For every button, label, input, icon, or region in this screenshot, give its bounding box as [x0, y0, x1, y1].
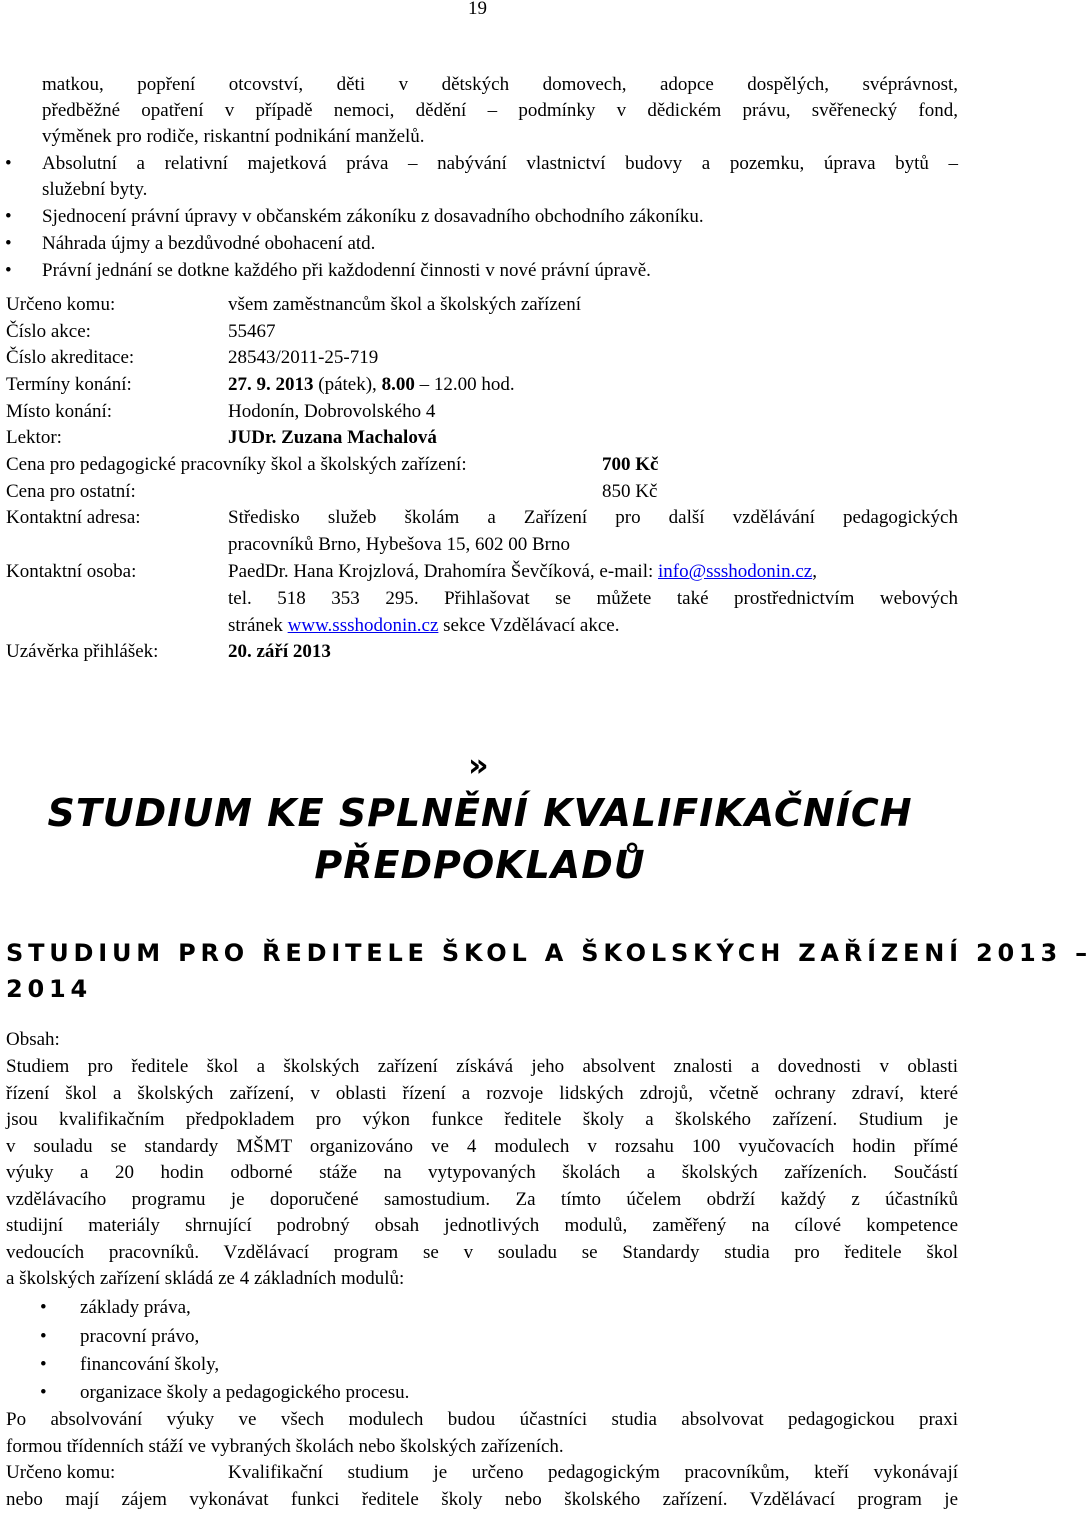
email-link[interactable]: info@ssshodonin.cz [658, 561, 813, 582]
intro-line: předběžné opatření v případě nemoci, dědění – podmínky v dědickém právu, svěřenecký fond, [42, 100, 958, 121]
bullet-icon: • [5, 153, 12, 174]
website-link[interactable]: www.ssshodonin.cz [287, 615, 439, 636]
intro-line: matkou, popření otcovství, děti v dětských domovech, adopce dospělých, svéprávnost, [42, 74, 958, 95]
obsah-label: Obsah: [6, 1029, 60, 1050]
bullet-icon: • [40, 1297, 47, 1318]
subsection-heading: 2014 [6, 975, 92, 1003]
bullet-icon: • [5, 260, 12, 281]
bullet-icon: • [40, 1326, 47, 1347]
page-number: 19 [468, 0, 487, 19]
bullet-icon: • [40, 1354, 47, 1375]
section-heading: PŘEDPOKLADŮ [314, 843, 646, 887]
section-heading: STUDIUM KE SPLNĚNÍ KVALIFIKAČNÍCH [47, 791, 913, 835]
document-page: 19 matkou, popření otcovství, děti v dětských domovech, adopce dospělých, svéprávnost, předběžné opatření v případě nemoci, dědění – podmínky v dědickém právu, svěřenecký fond, výměnek pro rodiče, riskantní podnikání manželů. • Absolutní a relativní majetková práva – nabývání vlastnictví budovy a pozemku, úprava bytů – služební byty. • Sjednocení právní úpravy v občanském zákoníku z dosavadního obchodního zákoníku. • Náhrada újmy a bezdůvodné obohacení atd. • Právní jednání se dotkne každého při každodenní činnosti v nové právní úpravě. Určeno komu: všem zaměstnancům škol a školských zařízení Číslo akce: 55467 Číslo akreditace: 28543/2011-25-719 Termíny konání: 27. 9. 2013 (pátek), 8.00 – 12.00 hod. Místo konání: Hodonín, Dobrovolského 4 Lektor: JUDr. Zuzana Machalová Cena pro pedagogické pracovníky škol a školských zařízení: 700 Kč Cena pro ostatní: 850 Kč Kontaktní adresa: Středisko služeb školám a Zařízení pro další vzdělávání pedagogických pracovníků Brno, Hybešova 15, 602 00 Brno Kontaktní osoba: PaedDr. Hana Krojzlová, Drahomíra Ševčíková, e-mail: info@ssshodonin.cz, tel. 518 353 295. Přihlašovat se můžete také prostřednictvím webových stránek www.ssshodonin.cz sekce Vzdělávací akce. Uzávěrka přihlášek: 20. září 2013 » STUDIUM KE SPLNĚNÍ KVALIFIKAČNÍCH PŘEDPOKLADŮ STUDIUM PRO ŘEDITELE ŠKOL A ŠKOLSKÝCH ZAŘÍZENÍ 2013 – 2014 Obsah: Studiem pro ředitele škol a školských zařízení získává jeho absolvent znalosti a dovednosti v oblasti řízení škol a školských zařízení, v oblasti řízení a rozvoje lidských zdrojů, včetně ochrany zdraví, které jsou kvalifikačním předpokladem pro výkon funkce ředitele školy a školského zařízení. Studium je v souladu se standardy MŠMT organizováno ve 4 modulech v rozsahu 100 vyučovacích hodin přímé výuky a 20 hodin odborné stáže na vytypovaných školách a školských zařízeních. Součástí vzdělávacího programu je doporučené samostudium. Za tímto účelem obdrží každý z účastníků studijní materiály shrnující podrobný obsah jednotlivých modulů, zaměřený na cílové kompetence vedoucích pracovníků. Vzdělávací program se v souladu se Standardy studia pro ředitele škol a školských zařízení skládá ze 4 základních modulů: • základy práva, • pracovní právo, • financování školy, • organizace školy a pedagogického procesu. Po absolvování výuky ve všech modulech budou účastníci studia absolvovat pedagogickou praxi formou třídenních stáží ve vybraných školách nebo školských zařízeních. Určeno komu: Kvalifikační studium je určeno pedagogickým pracovníkům, kteří vykonávají nebo mají zájem vykonávat funkci ředitele školy nebo školského zařízení. Vzdělávací program je [0, 0, 960, 1515]
chevron-icon: » [468, 746, 489, 784]
bullet-icon: • [40, 1382, 47, 1403]
bullet-icon: • [5, 206, 12, 227]
intro-line: výměnek pro rodiče, riskantní podnikání manželů. [42, 126, 425, 147]
subsection-heading: STUDIUM PRO ŘEDITELE ŠKOL A ŠKOLSKÝCH ZAŘÍZENÍ 2013 – [6, 939, 1092, 967]
bullet-icon: • [5, 233, 12, 254]
